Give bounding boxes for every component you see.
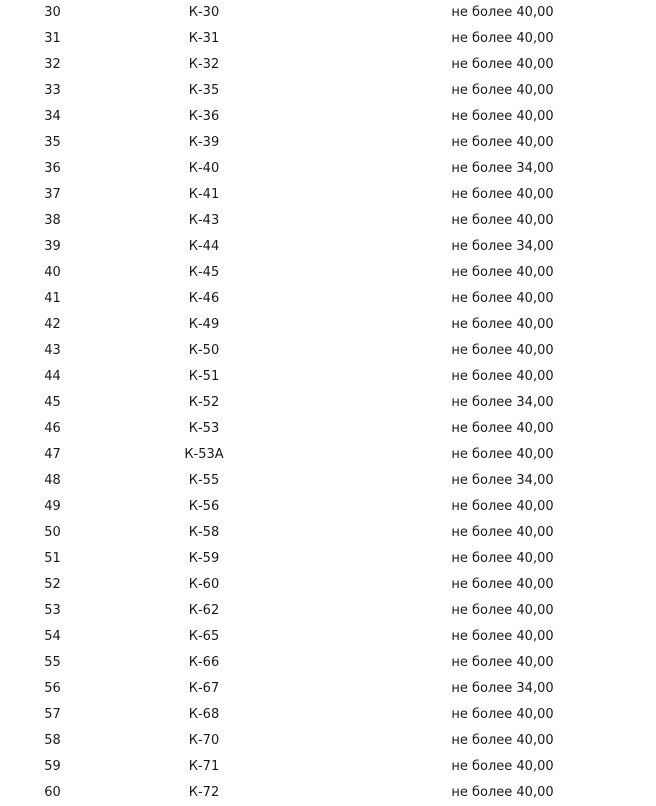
table-row: [0, 546, 656, 572]
row-code: К-46: [188, 291, 220, 306]
row-limit: не более 40,00: [451, 369, 554, 384]
row-limit: не более 40,00: [451, 551, 554, 566]
row-limit: не более 34,00: [451, 473, 554, 488]
row-number: 58: [44, 733, 61, 748]
row-number: 37: [44, 187, 61, 202]
row-number: 40: [44, 265, 61, 280]
table-row: [0, 650, 656, 676]
row-number: 43: [44, 343, 61, 358]
row-limit: не более 40,00: [451, 5, 554, 20]
row-code: К-53: [188, 421, 220, 436]
table-row: [0, 0, 656, 26]
row-number: 47: [44, 447, 61, 462]
row-number: 39: [44, 239, 61, 254]
row-code: К-43: [188, 213, 220, 228]
table-row: [0, 364, 656, 390]
row-number: 59: [44, 759, 61, 774]
row-code: К-65: [188, 629, 220, 644]
table-row: [0, 676, 656, 702]
row-limit: не более 40,00: [451, 291, 554, 306]
row-number: 34: [44, 109, 61, 124]
row-code: К-67: [188, 681, 220, 696]
row-code: К-31: [188, 31, 220, 46]
row-number: 55: [44, 655, 61, 670]
table-row: [0, 624, 656, 650]
table-row: [0, 52, 656, 78]
table-row: [0, 260, 656, 286]
row-limit: не более 34,00: [451, 161, 554, 176]
row-code: К-39: [188, 135, 220, 150]
row-code: К-72: [188, 785, 220, 800]
row-code: К-50: [188, 343, 220, 358]
row-number: 49: [44, 499, 61, 514]
row-limit: не более 40,00: [451, 603, 554, 618]
row-code: К-41: [188, 187, 220, 202]
row-number: 30: [44, 5, 61, 20]
row-limit: не более 40,00: [451, 317, 554, 332]
table-row: [0, 754, 656, 780]
row-code: К-71: [188, 759, 220, 774]
row-limit: не более 40,00: [451, 447, 554, 462]
row-number: 42: [44, 317, 61, 332]
row-code: К-53А: [184, 447, 224, 462]
table-row: [0, 286, 656, 312]
table-row: [0, 182, 656, 208]
table-row: [0, 78, 656, 104]
row-code: К-45: [188, 265, 220, 280]
table-row: [0, 780, 656, 806]
row-code: К-52: [188, 395, 220, 410]
row-code: К-70: [188, 733, 220, 748]
row-limit: не более 40,00: [451, 57, 554, 72]
table-row: [0, 338, 656, 364]
table-row: [0, 104, 656, 130]
row-code: К-30: [188, 5, 220, 20]
row-code: К-35: [188, 83, 220, 98]
row-limit: не более 40,00: [451, 265, 554, 280]
row-limit: не более 40,00: [451, 499, 554, 514]
table-row: [0, 312, 656, 338]
table-row: [0, 598, 656, 624]
row-number: 31: [44, 31, 61, 46]
table-row: [0, 26, 656, 52]
row-number: 57: [44, 707, 61, 722]
row-code: К-66: [188, 655, 220, 670]
row-number: 51: [44, 551, 61, 566]
row-limit: не более 40,00: [451, 733, 554, 748]
row-number: 48: [44, 473, 61, 488]
table-row: [0, 520, 656, 546]
row-limit: не более 40,00: [451, 31, 554, 46]
row-limit: не более 34,00: [451, 239, 554, 254]
row-number: 35: [44, 135, 61, 150]
row-code: К-32: [188, 57, 220, 72]
table-row: [0, 728, 656, 754]
row-number: 54: [44, 629, 61, 644]
row-number: 45: [44, 395, 61, 410]
row-limit: не более 34,00: [451, 395, 554, 410]
row-limit: не более 40,00: [451, 421, 554, 436]
row-limit: не более 40,00: [451, 655, 554, 670]
row-limit: не более 40,00: [451, 525, 554, 540]
row-code: К-58: [188, 525, 220, 540]
table-row: [0, 572, 656, 598]
row-limit: не более 40,00: [451, 707, 554, 722]
row-limit: не более 40,00: [451, 135, 554, 150]
row-limit: не более 34,00: [451, 681, 554, 696]
table-row: [0, 208, 656, 234]
table-row: [0, 156, 656, 182]
row-limit: не более 40,00: [451, 785, 554, 800]
row-number: 60: [44, 785, 61, 800]
row-limit: не более 40,00: [451, 109, 554, 124]
table-row: [0, 416, 656, 442]
row-code: К-36: [188, 109, 220, 124]
row-limit: не более 40,00: [451, 759, 554, 774]
row-limit: не более 40,00: [451, 629, 554, 644]
table-row: [0, 130, 656, 156]
row-code: К-59: [188, 551, 220, 566]
table-row: [0, 442, 656, 468]
row-code: К-68: [188, 707, 220, 722]
row-code: К-49: [188, 317, 220, 332]
table-row: [0, 234, 656, 260]
row-limit: не более 40,00: [451, 577, 554, 592]
row-number: 56: [44, 681, 61, 696]
row-number: 52: [44, 577, 61, 592]
row-limit: не более 40,00: [451, 213, 554, 228]
row-number: 33: [44, 83, 61, 98]
table-row: [0, 468, 656, 494]
row-code: К-40: [188, 161, 220, 176]
row-limit: не более 40,00: [451, 187, 554, 202]
row-number: 38: [44, 213, 61, 228]
table-row: [0, 494, 656, 520]
row-number: 53: [44, 603, 61, 618]
row-number: 50: [44, 525, 61, 540]
row-code: К-55: [188, 473, 220, 488]
row-code: К-51: [188, 369, 220, 384]
row-number: 46: [44, 421, 61, 436]
row-limit: не более 40,00: [451, 343, 554, 358]
table-row: [0, 390, 656, 416]
row-limit: не более 40,00: [451, 83, 554, 98]
row-number: 41: [44, 291, 61, 306]
table-row: [0, 702, 656, 728]
row-code: К-44: [188, 239, 220, 254]
row-number: 36: [44, 161, 61, 176]
row-code: К-56: [188, 499, 220, 514]
row-number: 32: [44, 57, 61, 72]
row-code: К-62: [188, 603, 220, 618]
row-number: 44: [44, 369, 61, 384]
row-code: К-60: [188, 577, 220, 592]
